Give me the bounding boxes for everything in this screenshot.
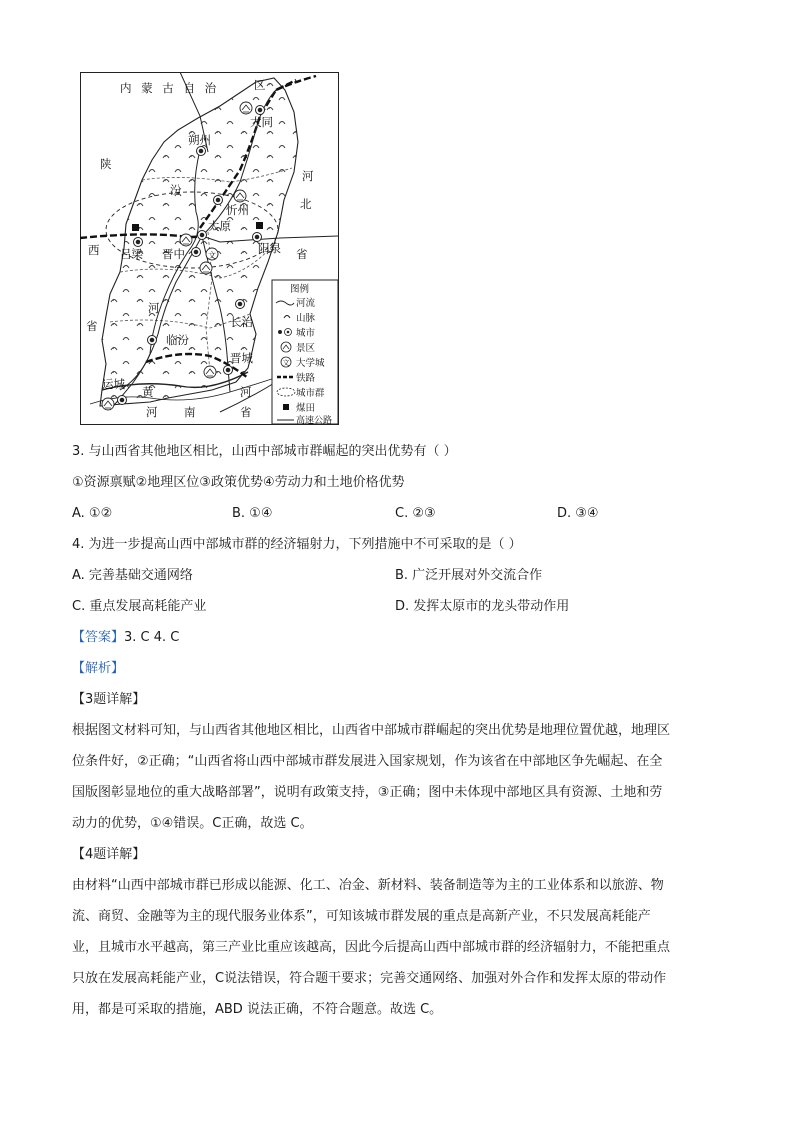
- q4-option-d: D. 发挥太原市的龙头带动作用: [395, 599, 570, 614]
- answer-text: 3. C 4. C: [124, 630, 180, 645]
- detail-4-line-1: 由材料“山西中部城市群已形成以能源、化工、冶金、新材料、装备制造等为主的工业体系和以旅游、物: [72, 878, 664, 893]
- coal-field-marker: [132, 224, 139, 231]
- map-label-taiyuan: 太原: [208, 219, 231, 233]
- map-label-xinzhou: 忻州: [226, 203, 249, 217]
- map-label-lvliang: 吕梁: [120, 247, 143, 261]
- legend-scenic-icon: [281, 342, 291, 352]
- analysis-label: 【解析】: [72, 661, 125, 676]
- map-label-he-a: 河: [302, 169, 314, 183]
- legend-university: 大学城: [296, 358, 325, 369]
- map-label-sheng-c: 省: [240, 405, 252, 419]
- q3-option-b: B. ①④: [232, 506, 273, 521]
- legend-university-glyph: 文: [282, 359, 290, 367]
- map-label-sheng-a: 省: [296, 247, 308, 261]
- map-label-nan: 南: [184, 405, 196, 419]
- legend-city: 城市: [296, 328, 316, 339]
- detail-4-line-3: 业，且城市水平越高，第三产业比重应该越高，因此今后提高山西中部城市群的经济辐射力，不能把重点: [72, 940, 671, 955]
- q3-option-c: C. ②③: [395, 506, 436, 521]
- shanxi-map-svg: [80, 72, 339, 425]
- legend-city-icon: [278, 330, 282, 334]
- legend-coal: 煤田: [296, 403, 316, 414]
- detail-3-heading: 【3题详解】: [72, 692, 146, 707]
- map-label-bei: 北: [300, 197, 312, 211]
- map-label-he-b: 河: [148, 301, 160, 315]
- answer-row: [72, 628, 179, 648]
- legend-expressway: 高速公路: [296, 416, 333, 425]
- answer-label: 【答案】: [72, 630, 125, 645]
- legend-mountain: 山脉: [296, 313, 316, 324]
- detail-3-line-1: 根据图文材料可知，与山西省其他地区相比，山西省中部城市群崛起的突出优势是地理位置优越，地理区: [72, 723, 671, 738]
- map-label-yuncheng: 运城: [102, 377, 125, 391]
- detail-3-line-3: 国版图彰显地位的重大战略部署”，说明有政策支持，③正确；图中未体现中部地区具有资源、土地和劳: [72, 785, 663, 800]
- q3-option-a: A. ①②: [72, 506, 113, 521]
- q4-option-c: C. 重点发展高耗能产业: [72, 599, 207, 614]
- legend-title: 图例: [290, 284, 310, 295]
- map-label-jincheng: 晋城: [230, 351, 253, 365]
- legend-river: 河流: [296, 298, 316, 309]
- map-label-changzhi: 长治: [230, 315, 253, 329]
- detail-4-line-5: 用，都是可采取的措施，ABD 说法正确，不符合题意。故选 C。: [72, 1002, 443, 1017]
- map-label-yangquan: 阳泉: [258, 241, 281, 255]
- map-label-linfen: 临汾: [166, 333, 189, 347]
- legend-railway: 铁路: [296, 373, 316, 384]
- legend-scenic: 景区: [296, 343, 316, 354]
- map-label-shaan: 陕: [100, 157, 112, 171]
- q3-stem: 3. 与山西省其他地区相比，山西中部城市群崛起的突出优势有（ ）: [72, 444, 457, 459]
- q4-option-b: B. 广泛开展对外交流合作: [395, 568, 543, 583]
- map-label-xi: 西: [88, 243, 100, 257]
- q4-option-a: A. 完善基础交通网络: [72, 568, 193, 583]
- map-label-inner-mongolia: 内 蒙 古 自 治: [120, 81, 220, 95]
- map-label-henan: 河: [146, 405, 158, 419]
- detail-3-line-2: 位条件好，②正确；“山西省将山西中部城市群发展进入国家规划，作为该省在中部地区争先崛起、在全: [72, 754, 663, 769]
- detail-4-heading: 【4题详解】: [72, 847, 146, 862]
- q3-option-d: D. ③④: [557, 506, 599, 521]
- map-label-sheng-b: 省: [86, 319, 98, 333]
- detail-4-line-2: 流、商贸、金融等为主的现代服务业体系”，可知该城市群发展的重点是高新产业，不只发展高耗能产: [72, 909, 651, 924]
- detail-3-line-4: 动力的优势，①④错误。C正确，故选 C。: [72, 816, 313, 831]
- map-label-huang: 黄: [142, 385, 154, 399]
- map-label-datong: 大同: [250, 115, 273, 129]
- q3-statements: ①资源禀赋②地理区位③政策优势④劳动力和土地价格优势: [72, 475, 405, 490]
- map-label-jinzhong: 晋中: [162, 247, 185, 261]
- university-town-glyph: 文: [208, 251, 216, 260]
- shanxi-map-figure: [80, 72, 339, 425]
- map-label-fen: 汾: [170, 183, 182, 197]
- map-label-qu: 区: [254, 78, 266, 92]
- map-label-he-c: 河: [240, 385, 252, 399]
- map-label-shuozhou: 朔州: [188, 133, 211, 147]
- map-legend: [272, 280, 338, 425]
- coal-field-marker: [256, 222, 263, 229]
- legend-cluster: 城市群: [296, 388, 325, 399]
- q4-stem: 4. 为进一步提高山西中部城市群的经济辐射力，下列措施中不可采取的是（ ）: [72, 537, 522, 552]
- detail-4-line-4: 只放在发展高耗能产业，C说法错误，符合题干要求；完善交通网络、加强对外合作和发挥太原的带动作: [72, 971, 667, 986]
- legend-coal-icon: [283, 404, 289, 410]
